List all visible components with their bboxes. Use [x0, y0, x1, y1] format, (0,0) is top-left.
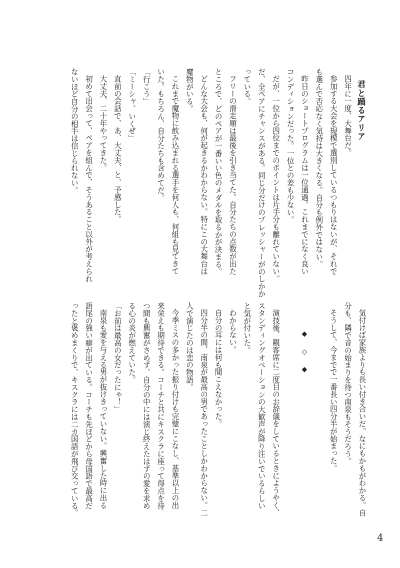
text-line: と気が付いた。 [242, 302, 252, 354]
text-line: 初めて出会って、ペアを組んで、そうあること以外が考えられ [84, 75, 94, 283]
text-line: 四年に一度、大舞台だ。 [343, 75, 353, 157]
text-line: 今季ミスの多かった振り付けも完璧にこなし、基準以上の出 [170, 309, 180, 510]
text-line: どんな大会も、何が起きるかわからない。特にこの大舞台は [199, 75, 209, 276]
text-line: っている。 [242, 68, 252, 105]
text-line: 来栄えも期待できる。コーチと共にキスクラに座って得点を待 [156, 302, 166, 510]
text-line: 自分の耳には何も聞こえなかった。 [214, 309, 224, 428]
text-line: 気付けば家族よりも長い付き合いだ。なにもかもがわかる。自 [358, 309, 367, 517]
text-line: フリーの滑走順は最後を引き当てた。自分たちの点数が出た [228, 75, 238, 276]
text-line: 昨日のショートプログラムは一位通過。これまでになく良い [300, 75, 310, 276]
lower-text-block [66, 302, 369, 518]
text-line: 分も、隣で音の始まりを待つ南泉もそうだろう。 [343, 302, 353, 465]
text-line: 四分半の間、南泉が最高の男であったことしかわからない。二 [199, 309, 209, 517]
text-line: だが、一位から四位までのポイントは片手分も離れていない。 [271, 75, 281, 283]
text-line: わからない。 [228, 309, 238, 354]
text-line: そうして、今までで一番長い四分半が始まった。 [329, 309, 339, 473]
text-line: ところで、どのペアが一番いい色のメダルを取るかが決まる。 [214, 68, 224, 276]
text-line: コンディションだった。一位との差も少ない。 [286, 68, 296, 224]
text-line: る心の炎が燃えていた。 [127, 302, 137, 384]
dialogue-line: 「行こう」 [142, 68, 152, 105]
blank-line [283, 302, 297, 518]
text-line: つ間も興奮がさめず、自分の中には演じ終えたはずの愛を求め [142, 302, 152, 510]
text-line: いた。もちろん、自分たちも含めてだ。 [156, 68, 166, 202]
text-line: も選んで否応なく気持は大きくなる。自分も例外ではない。 [314, 68, 324, 268]
text-line: ないほど自分の相手は信じられない。 [70, 68, 80, 194]
text-line: 魔物がいる。 [185, 68, 195, 113]
text-line: スタンディングオベーションの大歓声が降り注いでいるらしい [257, 302, 267, 510]
dialogue-line: 「ミーシャ、いくぜ」 [127, 68, 137, 142]
text-line: 参加する大会を規模で選別しているつもりはないが、それで [329, 75, 339, 276]
text-line: 語尾の強い癖が出ている。コーチも先ほどから母国語で最高だ [84, 302, 94, 510]
text-line: 直前の会話で、あ、大丈夫、と、予感した。 [113, 75, 123, 224]
story-title: 君と踊るアリア [357, 80, 367, 141]
section-break: ◆ ◇ ◆ [300, 330, 309, 375]
page-number: 4 [377, 533, 384, 544]
text-line: 大丈夫、二十年やってきた。 [98, 75, 108, 172]
text-line: 人で演じたのは恋の物語。 [185, 302, 195, 391]
text-line: 南泉も愛を与える男が抜けきっていない。興奮した時に出る [98, 309, 108, 510]
upper-text-block [66, 68, 369, 298]
text-line: だ、全ペアにチャンスがある。同じ分だけのプレッシャーがのしかか [257, 68, 267, 298]
text-line: ったと褒めまくりで、キスクラには二カ国語が飛び交っている。 [70, 302, 80, 517]
text-line: 演技後、観客席に二度目のお辞儀をしているときにようやく、 [271, 309, 281, 517]
dialogue-line: 「お前は最高の女だったにゃ！」 [113, 302, 123, 413]
text-line: これまで魔物に飲み込まれる選手を何人も、何組も見てきて [170, 75, 180, 276]
blank-line [311, 302, 325, 518]
